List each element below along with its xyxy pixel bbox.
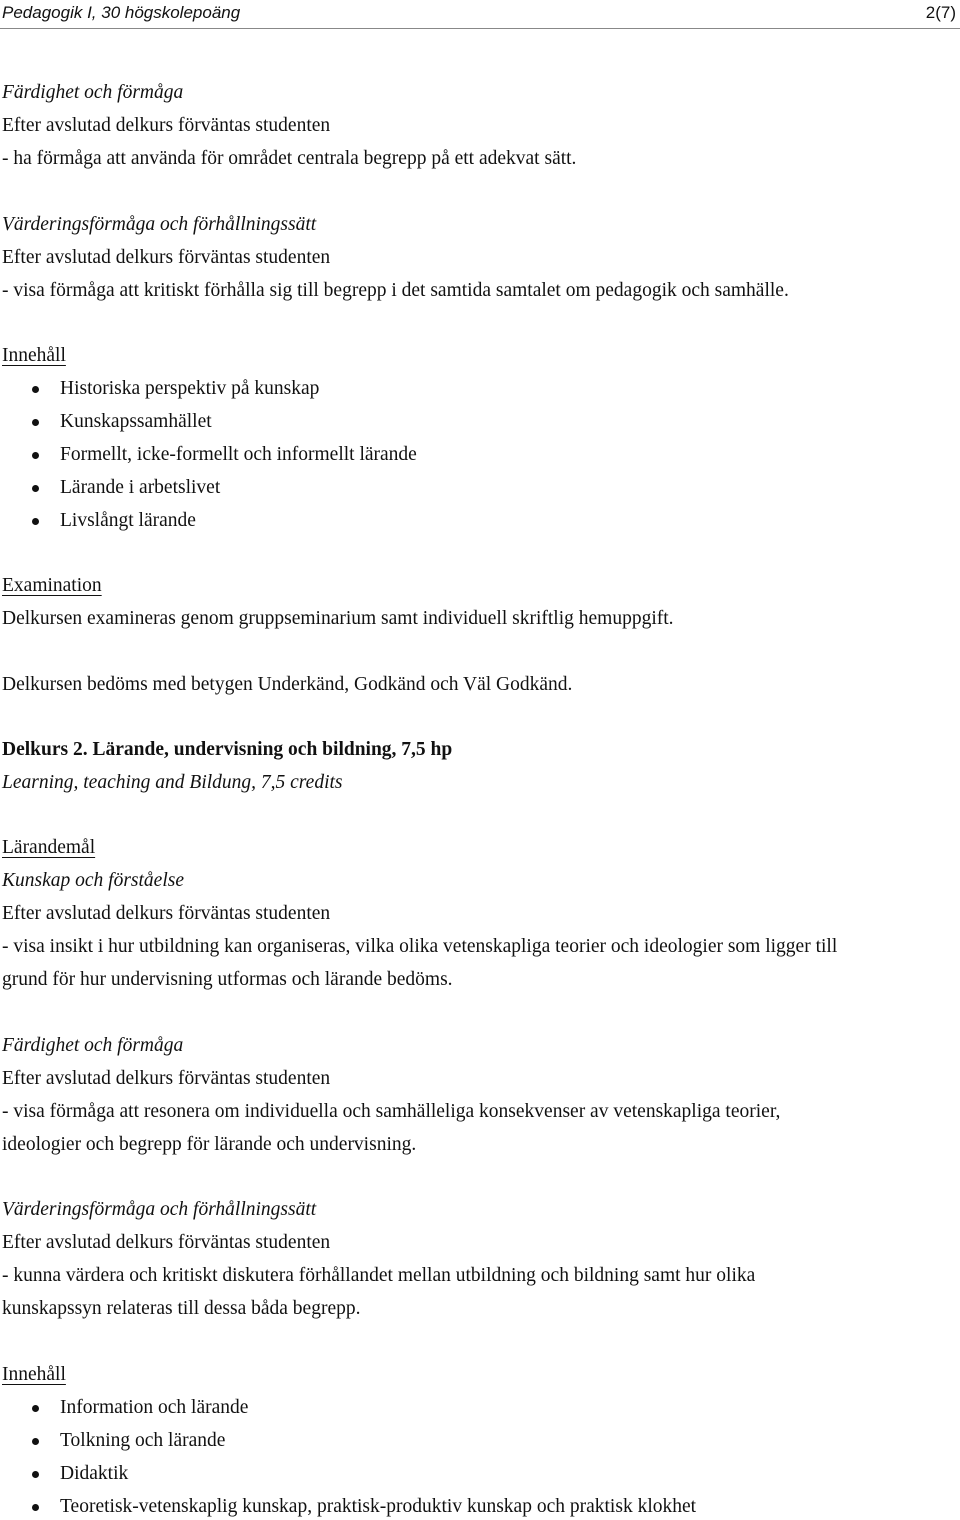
- section-intro: Efter avslutad delkurs förväntas studenten: [2, 1068, 331, 1089]
- section-intro: Efter avslutad delkurs förväntas studenten: [2, 903, 331, 924]
- goals-subheading: Kunskap och förståelse: [2, 870, 184, 891]
- content-heading: Innehåll: [2, 1364, 66, 1385]
- section-text: - visa förmåga att resonera om individuella och samhälleliga konsekvenser av vetenskapliga teorier,: [2, 1101, 781, 1122]
- section-intro: Efter avslutad delkurs förväntas studenten: [2, 115, 331, 136]
- section-text: - visa förmåga att kritiskt förhålla sig till begrepp i det samtida samtalet om pedagogik och samhälle.: [2, 280, 789, 301]
- grading-text: Delkursen bedöms med betygen Underkänd, Godkänd och Väl Godkänd.: [2, 674, 573, 695]
- section-text: ideologier och begrepp för lärande och undervisning.: [2, 1134, 417, 1155]
- course-part-subtitle: Learning, teaching and Bildung, 7,5 credits: [2, 772, 343, 793]
- examination-text: Delkursen examineras genom gruppseminarium samt individuell skriftlig hemuppgift.: [2, 608, 674, 629]
- section-intro: Efter avslutad delkurs förväntas studenten: [2, 1232, 331, 1253]
- section-text: - visa insikt i hur utbildning kan organiseras, vilka olika vetenskapliga teorier och ideologier som ligger till: [2, 936, 838, 957]
- page-header: [0, 0, 960, 28]
- section-heading-values: Värderingsförmåga och förhållningssätt: [2, 214, 317, 235]
- content-heading: Innehåll: [2, 345, 66, 366]
- section-intro: Efter avslutad delkurs förväntas studenten: [2, 247, 331, 268]
- header-rule: [0, 28, 960, 29]
- examination-heading: Examination: [2, 575, 102, 596]
- section-heading-values: Värderingsförmåga och förhållningssätt: [2, 1199, 317, 1220]
- goals-heading: Lärandemål: [2, 837, 96, 858]
- course-part-title: Delkurs 2. Lärande, undervisning och bildning, 7,5 hp: [2, 739, 453, 760]
- section-text: - kunna värdera och kritiskt diskutera förhållandet mellan utbildning och bildning samt hur olika: [2, 1265, 756, 1286]
- section-heading-skills: Färdighet och förmåga: [2, 82, 184, 103]
- course-title: Pedagogik I, 30 högskolepoäng: [2, 3, 241, 22]
- page-number: 2(7): [925, 3, 956, 22]
- section-text: kunskapssyn relateras till dessa båda begrepp.: [2, 1298, 361, 1319]
- section-text: - ha förmåga att använda för området centrala begrepp på ett adekvat sätt.: [2, 148, 577, 169]
- section-heading-skills: Färdighet och förmåga: [2, 1035, 184, 1056]
- section-text: grund för hur undervisning utformas och lärande bedöms.: [2, 969, 453, 990]
